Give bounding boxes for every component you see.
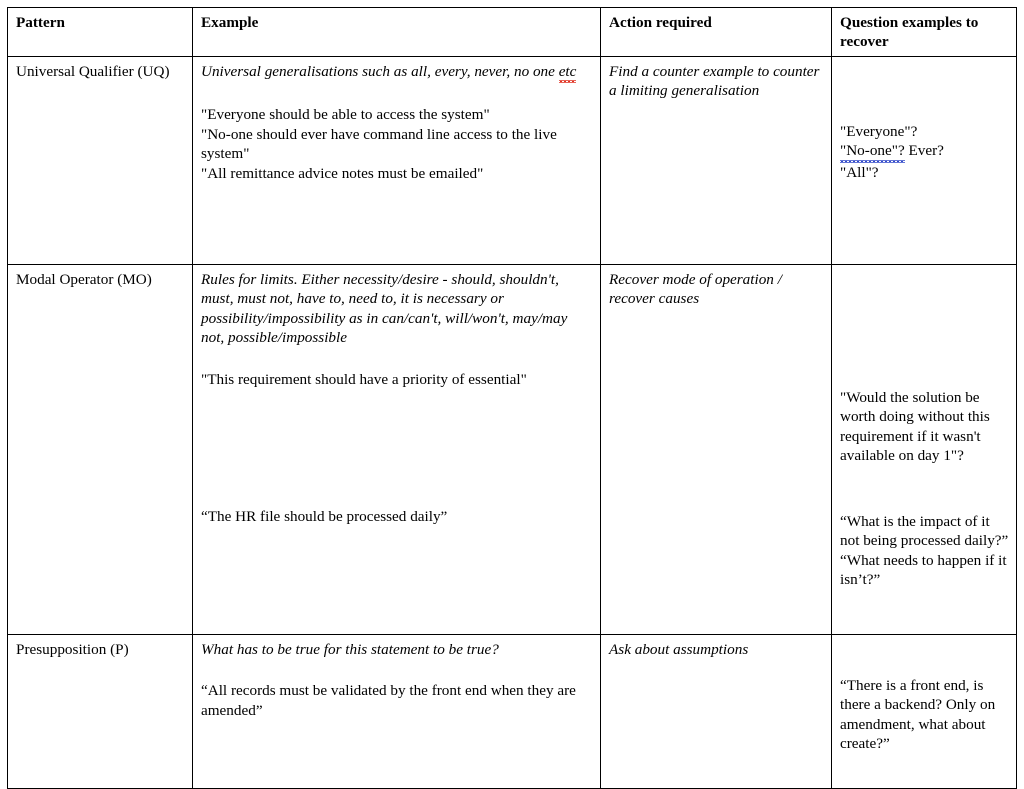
example-quote-p-1: “All records must be validated by the front end when they are amended”	[201, 682, 576, 719]
table-header	[8, 8, 1017, 57]
spacer	[840, 466, 1009, 512]
spacer	[840, 270, 1009, 388]
spacer	[201, 659, 593, 681]
grammar-underline-noone: "No-one"?	[840, 141, 905, 162]
column-header-question-examples: Question examples to recover	[832, 8, 1017, 57]
question-mo-2: “What is the impact of it not being processed daily?”	[840, 512, 1009, 550]
action-required-p: Ask about assumptions	[609, 640, 749, 658]
example-definition-uq-text: Universal generalisations such as all, every, never, no one	[201, 62, 559, 80]
spacer	[201, 389, 593, 507]
table-row	[8, 634, 1017, 788]
question-mo-3: “What needs to happen if it isn’t?”	[840, 551, 1007, 589]
example-definition-uq	[201, 62, 593, 83]
cell-pattern-mo	[8, 264, 193, 634]
cell-questions-mo	[832, 264, 1017, 634]
example-quote-mo-2: “The HR file should be processed daily”	[201, 508, 448, 526]
spacer	[201, 83, 593, 105]
table-row	[8, 264, 1017, 634]
example-quote-uq-1: "Everyone should be able to access the system"	[201, 106, 490, 124]
pattern-name-mo: Modal Operator (MO)	[16, 270, 152, 288]
spacer	[840, 62, 1009, 122]
example-quote-uq-2: "No-one should ever have command line access to the live system"	[201, 125, 557, 163]
spacer	[201, 348, 593, 370]
example-definition-mo: Rules for limits. Either necessity/desire - should, shouldn't, must, must not, have to, need to, it is necessary or possibility/impossibility as in can/can't, will/won't, may/may not, possible/impossible	[201, 270, 568, 347]
table-body	[8, 56, 1017, 788]
column-header-pattern: Pattern	[8, 8, 193, 57]
cell-action-uq	[601, 56, 832, 264]
pattern-name-uq: Universal Qualifier (UQ)	[16, 62, 170, 80]
spacer	[840, 640, 1009, 676]
cell-example-mo	[193, 264, 601, 634]
patterns-table	[7, 7, 1017, 789]
question-uq-2	[840, 141, 1009, 162]
header-row	[8, 8, 1017, 57]
example-quote-uq-3: "All remittance advice notes must be emailed"	[201, 164, 484, 182]
question-uq-3: "All"?	[840, 163, 879, 181]
column-header-action-required: Action required	[601, 8, 832, 57]
table-row	[8, 56, 1017, 264]
spellcheck-underline-etc: etc	[559, 62, 577, 83]
cell-questions-uq	[832, 56, 1017, 264]
question-uq-1: "Everyone"?	[840, 122, 918, 140]
cell-questions-p	[832, 634, 1017, 788]
question-p-1: “There is a front end, is there a backend? Only on amendment, what about create?”	[840, 676, 996, 753]
pattern-name-p: Presupposition (P)	[16, 640, 129, 658]
question-uq-2-suffix: Ever?	[904, 142, 944, 160]
cell-example-uq	[193, 56, 601, 264]
action-required-mo: Recover mode of operation / recover causes	[609, 270, 782, 308]
question-mo-1: "Would the solution be worth doing without this requirement if it wasn't available on day 1"?	[840, 388, 990, 465]
cell-action-mo	[601, 264, 832, 634]
cell-action-p	[601, 634, 832, 788]
example-definition-p: What has to be true for this statement to be true?	[201, 640, 499, 658]
cell-pattern-uq	[8, 56, 193, 264]
column-header-example: Example	[193, 8, 601, 57]
cell-pattern-p	[8, 634, 193, 788]
example-quote-mo-1: "This requirement should have a priority of essential"	[201, 370, 527, 388]
action-required-uq: Find a counter example to counter a limiting generalisation	[609, 62, 820, 100]
cell-example-p	[193, 634, 601, 788]
